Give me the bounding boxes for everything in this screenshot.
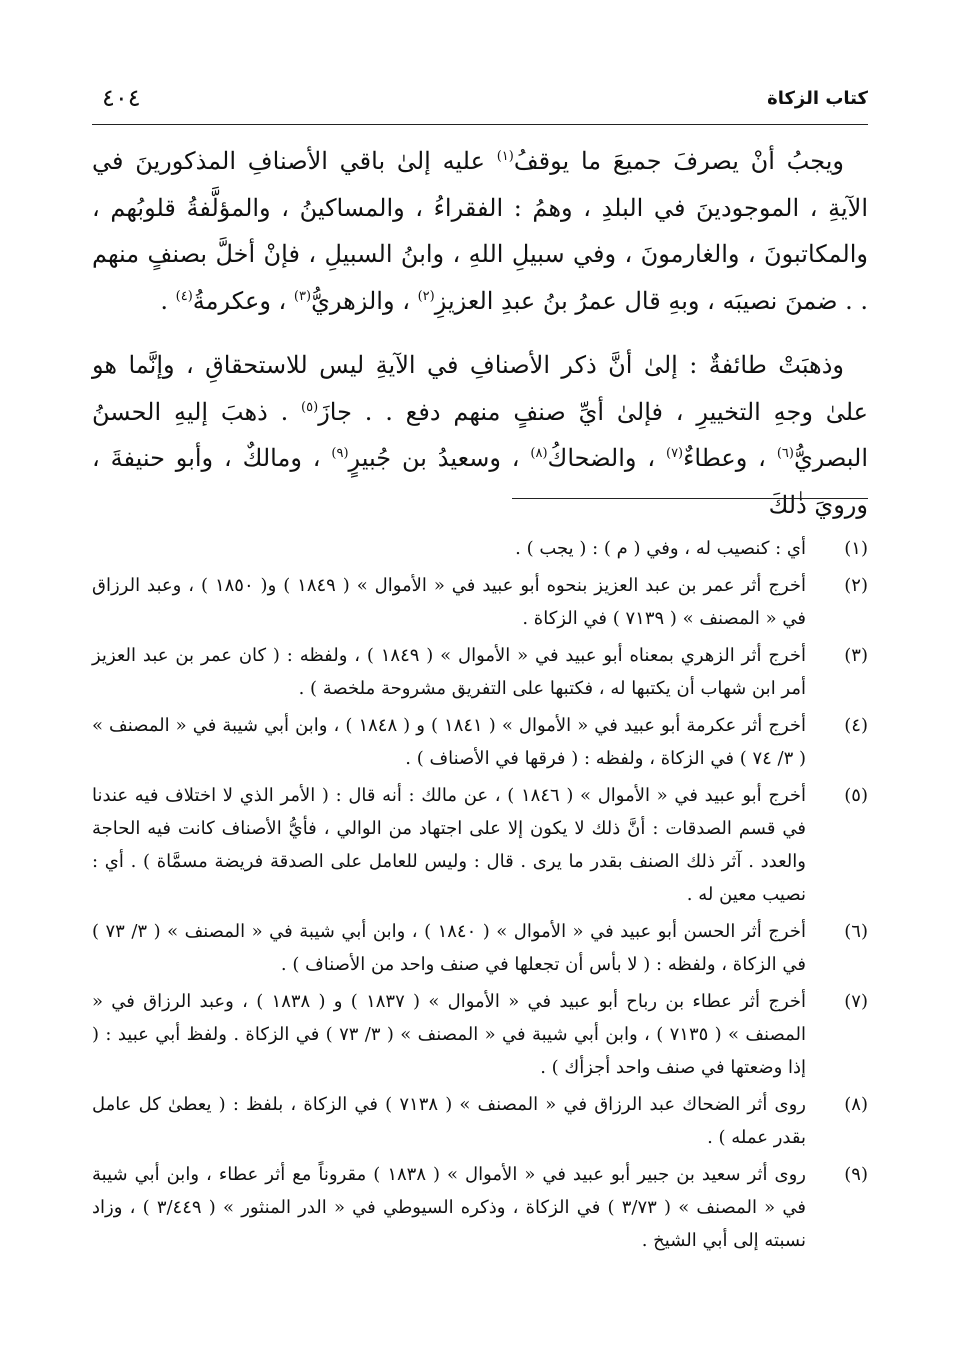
footnote [92,709,868,775]
footnote-ref-2: (٢) [417,288,435,304]
footnote-ref-1: (١) [496,149,514,164]
footnote-number: (٨) [844,1094,868,1115]
paragraph-2 [92,342,868,528]
footnote-number: (٤) [844,715,868,736]
footnote-number: (١) [844,538,868,559]
paragraph-1 [92,138,868,324]
p2-text-d: ، والضحاكُ [547,444,666,472]
p2-text-c: ، وعطاءٌ [683,444,777,472]
p1-text-a: ويجبُ أنْ يصرفَ جميعَ ما يوقفُ [513,147,845,175]
footnote [92,532,868,565]
p1-text-d: ، وعكرمةُ [192,286,294,315]
footnote-text: روى أثر الضحاك عبد الرزاق في « المصنف » ( ٧١٣٨ ) في الزكاة ، بلفظ : ( يعطىٰ كل عامل بقدر عمله ) . [92,1094,806,1148]
p2-text-e: ، وسعيدُ بن جُبيرٍ [348,444,531,472]
footnote-number: (٥) [844,785,868,806]
footnote-ref-7: (٧) [665,446,684,461]
footnote-number: (٧) [844,991,868,1012]
footnote-text: أخرج أثر عكرمة أبو عبيد في « الأموال » ( ١٨٤١ ) و ( ١٨٤٨ ) ، وابن أبي شيبة في « المصنف » ( ٣/ ٧٤ ) في الزكاة ، ولفظه : ( فرقها في الأصناف ) . [92,715,806,769]
footnote-number: (٢) [844,575,868,596]
running-title: كتاب الزكاة [767,88,868,109]
footnote-text: أخرج أثر عمر بن عبد العزيز بنحوه أبو عبيد في « الأموال » ( ١٨٤٩ ) و( ١٨٥٠ ) ، وعبد الرزاق في « المصنف » ( ٧١٣٩ ) في الزكاة . [92,575,807,629]
p2-text-b: . ذهبَ إليهِ الحسنُ البصريُّ [92,397,869,472]
page-header [92,84,868,125]
footnote-ref-6: (٦) [776,446,794,461]
main-text [92,138,868,528]
footnote-ref-8: (٨) [530,446,548,461]
footnote-number: (٩) [844,1164,868,1185]
footnote-text: أخرج أبو عبيد في « الأموال » ( ١٨٤٦ ) ، عن مالك : أنه قال : ( الأمر الذي لا اختلاف فيه عندنا في قسم الصدقات : أنَّ ذلك لا يكون إلا على اجتهاد من الوالي ، فأيُّ الأصناف كانت فيه الحاجة والعدد . آثر ذلك الصنف بقدر ما يرى . قال : وليس للعامل على الصدقة فريضة مسمَّاة ) . أي : نصيب معين له . [92,785,806,905]
p1-text-b: عليه إلىٰ باقي الأصنافِ المذكورينَ في الآيةِ ، الموجودينَ في البلدِ ، وهمُ : الفقراءُ ، والمساكينُ ، والمؤلَّفةُ قلوبُهم ، والمكاتبونَ ، والغارمونَ ، وفي سبيلِ اللهِ ، وابنُ السبيلِ ، فإنْ أخلَّ بصنفٍ منهم . . ضمنَ نصيبَه ، وبهِ قال عمرُ بنُ عبدِ العزيزِ [92,147,868,315]
footnote-text: أخرج أثر الزهري بمعناه أبو عبيد في « الأموال » ( ١٨٤٩ ) ، ولفظه : ( كان عمر بن عبد العزيز أمر ابن شهاب أن يكتبها له ، فكتبها على التفريق مشروحة ملخصة ) . [92,645,806,699]
footnote [92,1158,868,1257]
page-number: ٤٠٤ [102,84,141,112]
footnote [92,779,868,911]
footnote-number: (٦) [844,921,868,942]
footnote [92,639,868,705]
footnote-text: أخرج أثر الحسن أبو عبيد في « الأموال » ( ١٨٤٠ ) ، وابن أبي شيبة في « المصنف » ( ٣/ ٧٣ ) في الزكاة ، ولفظه : ( لا بأس أن تجعلها في صنف واحد من الأصناف ) . [92,921,806,975]
footnote-ref-4: (٤) [175,288,193,304]
footnote-divider [512,498,868,499]
footnote-text: أخرج أثر عطاء بن رباح أبو عبيد في « الأموال » ( ١٨٣٧ ) و ( ١٨٣٨ ) ، وعبد الرزاق في « المصنف » ( ٧١٣٥ ) ، وابن أبي شيبة في « المصنف » ( ٣/ ٧٣ ) في الزكاة . ولفظ أبي عبيد : ( إذا وضعتها في صنف واحد أجزأك ) . [92,991,807,1078]
p2-text-f: ، ومالكٌ ، وأبو حنيفةَ ، ورويَ ذٰلكَ [92,444,868,519]
footnote-ref-9: (٩) [331,446,349,461]
footnote-ref-5: (٥) [301,399,319,415]
footnote [92,915,868,981]
footnotes [92,532,868,1261]
footnote-number: (٣) [844,645,868,666]
footnote [92,569,868,635]
footnote-text: أي : كنصيب له ، وفي ( م ) : ( يجب ) . [515,538,806,559]
footnote-ref-3: (٣) [293,288,312,304]
footnote [92,1088,868,1154]
footnote [92,985,868,1084]
p2-text-a: وذهبَتْ طائفةٌ : إلىٰ أنَّ ذكر الأصنافِ في الآيةِ ليس للاستحقاقِ ، وإنَّما هو علىٰ وجهِ التخييرِ ، فإلىٰ أيِّ صنفٍ منهم دفع . . جازَ [92,351,868,426]
p1-text-e: . [160,286,176,315]
footnote-text: روى أثر سعيد بن جبير أبو عبيد في « الأموال » ( ١٨٣٨ ) مقروناً مع أثر عطاء ، وابن أبي شيبة في « المصنف » ( ٣/٧٣ ) في الزكاة ، وذكره السيوطي في « الدر المنثور » ( ٣/٤٤٩ ) ، وزاد نسبته إلى أبي الشيخ . [92,1164,806,1251]
p1-text-c: ، والزهريُّ [311,286,418,315]
